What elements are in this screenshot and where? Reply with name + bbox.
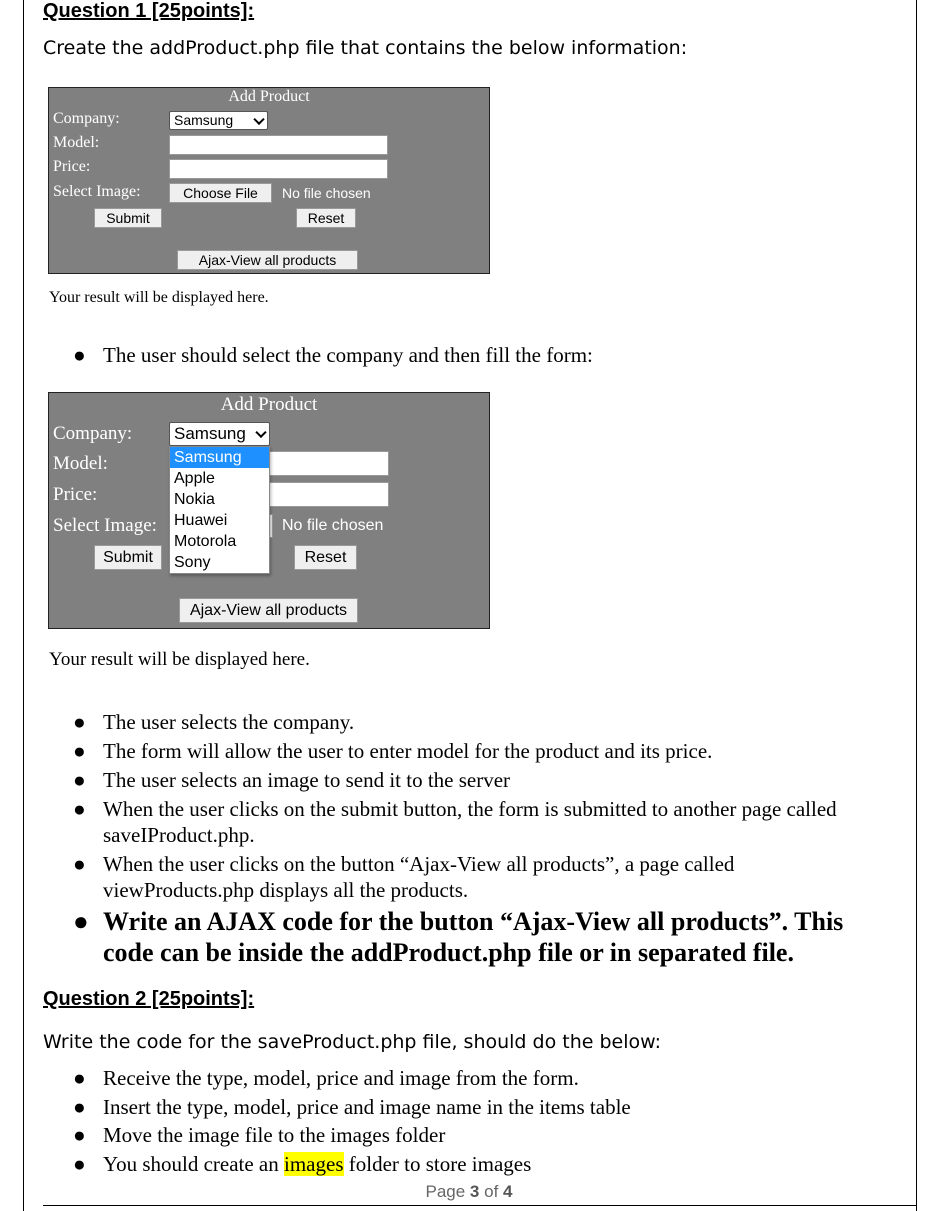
image-label: Select Image: <box>53 515 157 536</box>
list-item: ● The user selects an image to send it to the server <box>73 768 511 792</box>
submit-button[interactable]: Submit <box>94 208 162 228</box>
dropdown-option-motorola[interactable]: Motorola <box>174 533 237 550</box>
chevron-down-icon <box>255 427 266 438</box>
submit-button[interactable]: Submit <box>94 545 162 570</box>
page-border-right <box>916 0 917 1211</box>
footer-line <box>43 1205 917 1206</box>
reset-button[interactable]: Reset <box>296 208 356 228</box>
dropdown-option-nokia[interactable]: Nokia <box>174 491 215 508</box>
list-item: ● Receive the type, model, price and image from the form. <box>73 1066 579 1090</box>
price-input[interactable] <box>169 159 388 179</box>
list-item: ● Move the image file to the images folder <box>73 1123 446 1147</box>
page-footer: Page 3 of 4 <box>425 1182 513 1201</box>
model-input[interactable] <box>169 135 388 155</box>
dropdown-option-huawei[interactable]: Huawei <box>174 512 228 529</box>
company-select-value: Samsung <box>174 112 234 128</box>
price-input[interactable] <box>269 482 389 507</box>
ajax-view-button[interactable]: Ajax-View all products <box>177 250 358 270</box>
question-2-intro: Write the code for the saveProduct.php file, should do the below: <box>43 1031 662 1053</box>
list-item: ● The user selects the company. <box>73 710 355 734</box>
model-label: Model: <box>53 134 100 151</box>
list-item: ● When the user clicks on the submit button, the form is submitted to another page called saveIProduct.php. <box>73 797 837 847</box>
dropdown-option-apple[interactable]: Apple <box>174 470 215 487</box>
dropdown-option-sony[interactable]: Sony <box>174 554 211 571</box>
choose-file-button[interactable]: Choose File <box>169 183 272 203</box>
add-product-form-small <box>48 87 490 274</box>
image-label: Select Image: <box>53 183 141 200</box>
company-label: Company: <box>53 110 120 127</box>
form-title: Add Product <box>228 88 310 105</box>
no-file-chosen: No file chosen <box>282 517 384 534</box>
list-item: ● You should create an images folder to store images <box>73 1151 532 1176</box>
bullet-list-select <box>43 343 873 368</box>
list-item: ● The form will allow the user to enter model for the product and its price. <box>73 739 713 763</box>
bullet-list-requirements <box>43 709 873 968</box>
ajax-view-button[interactable]: Ajax-View all products <box>179 598 358 623</box>
question-2-heading: Question 2 [25points]: <box>43 988 255 1010</box>
highlighted-word: images <box>284 1151 344 1176</box>
list-item: ● When the user clicks on the button “Ajax-View all products”, a page called viewProducts.php displays all the products. <box>73 852 735 902</box>
list-item-bold: ● Write an AJAX code for the button “Ajax-View all products”. This code can be inside the addProduct.php file or in separated file. <box>73 907 844 967</box>
list-item: ● Insert the type, model, price and image name in the items table <box>73 1094 631 1119</box>
page-border-left <box>23 0 24 1211</box>
company-label: Company: <box>53 423 133 444</box>
company-select-value: Samsung <box>174 424 246 443</box>
price-label: Price: <box>53 484 98 505</box>
model-label: Model: <box>53 453 108 474</box>
dropdown-option-samsung[interactable]: Samsung <box>170 447 269 468</box>
question-1-intro: Create the addProduct.php file that contains the below information: <box>43 37 688 59</box>
form-title: Add Product <box>220 394 318 415</box>
company-select[interactable] <box>169 422 270 446</box>
reset-button[interactable]: Reset <box>294 545 357 570</box>
model-input[interactable] <box>269 451 389 476</box>
question-1-heading: Question 1 [25points]: <box>43 0 255 22</box>
add-product-form-large <box>48 392 490 629</box>
price-label: Price: <box>53 158 91 175</box>
company-dropdown-list <box>169 446 270 574</box>
no-file-chosen: No file chosen <box>282 185 371 201</box>
result-text: Your result will be displayed here. <box>49 289 269 306</box>
list-item: ● The user should select the company and then fill the form: <box>73 343 593 367</box>
chevron-down-icon <box>253 113 264 124</box>
result-text: Your result will be displayed here. <box>49 649 310 670</box>
company-select[interactable] <box>169 111 268 130</box>
bullet-list-save-product <box>43 1064 873 1178</box>
